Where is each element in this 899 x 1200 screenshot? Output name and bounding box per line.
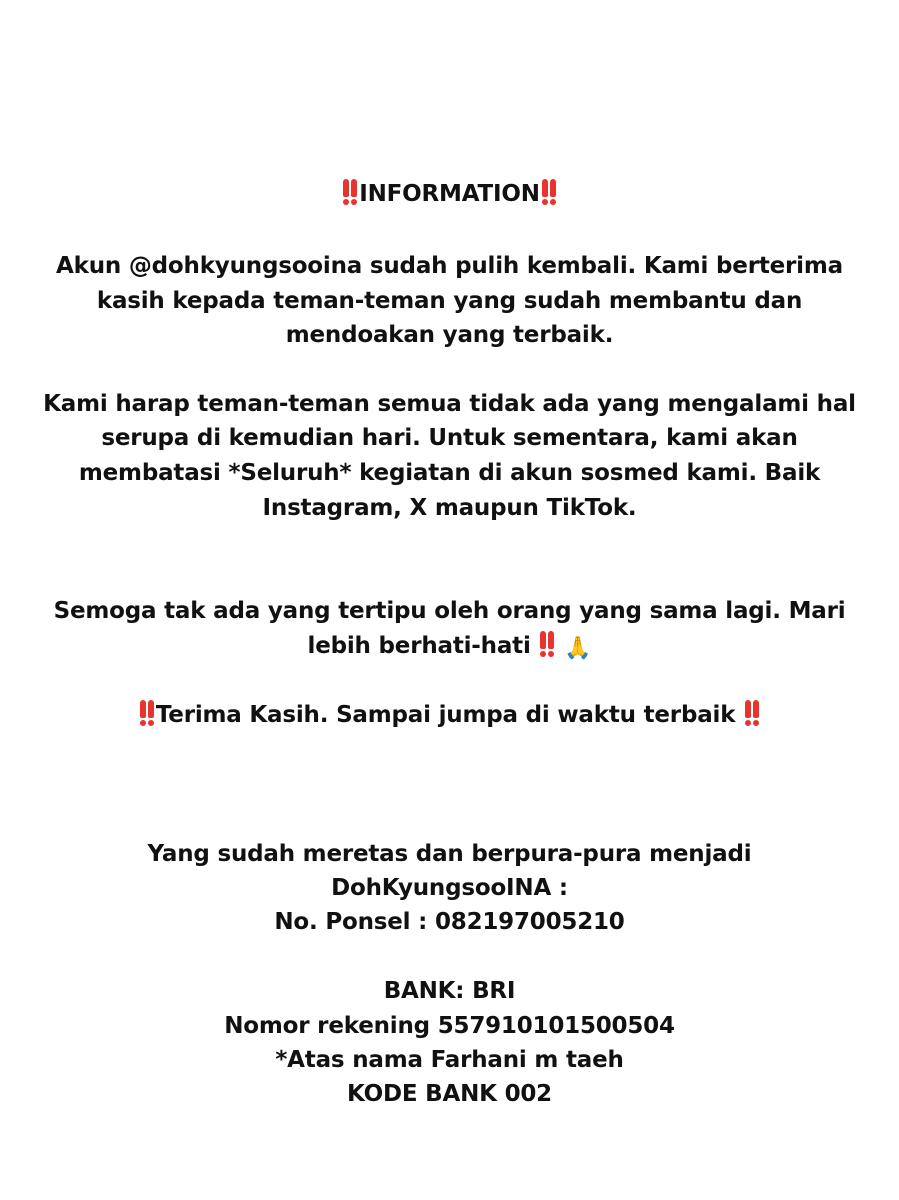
title-text: INFORMATION: [359, 181, 540, 207]
double-exclamation-icon: [540, 179, 558, 205]
paragraph1-line: kasih kepada teman-teman yang sudah membantu dan: [96, 288, 803, 314]
bank-line: BANK: BRI: [383, 978, 516, 1004]
closing-text: Terima Kasih. Sampai jumpa di waktu terbaik: [155, 702, 736, 728]
paragraph3-line: Semoga tak ada yang tertipu oleh orang yang sama lagi. Mari: [53, 598, 846, 624]
scammer-line: DohKyungsooINA :: [331, 875, 568, 901]
paragraph2-line: Instagram, X maupun TikTok.: [262, 495, 637, 521]
announcement-title: [0, 179, 899, 209]
double-exclamation-icon: [538, 631, 556, 657]
paragraph2-line: serupa di kemudian hari. Untuk sementara, kami akan: [101, 425, 798, 451]
paragraph1-line: Akun @dohkyungsooina sudah pulih kembali. Kami berterima: [56, 253, 843, 279]
paragraph1-line: mendoakan yang terbaik.: [285, 322, 614, 348]
double-exclamation-icon: [743, 700, 761, 726]
closing-line: [0, 700, 899, 730]
phone-number-line: No. Ponsel : 082197005210: [274, 909, 625, 935]
paragraph3-last-line: [0, 631, 899, 664]
scammer-line: Yang sudah meretas dan berpura-pura menjadi: [147, 841, 752, 867]
folded-hands-icon: 🙏: [564, 636, 592, 661]
double-exclamation-icon: [341, 179, 359, 205]
paragraph3-text: lebih berhati-hati: [307, 633, 531, 659]
paragraph2-line: Kami harap teman-teman semua tidak ada yang mengalami hal: [43, 391, 856, 417]
double-exclamation-icon: [138, 700, 156, 726]
bank-code-line: KODE BANK 002: [347, 1081, 552, 1107]
account-name-line: *Atas nama Farhani m taeh: [275, 1047, 624, 1073]
account-number-line: Nomor rekening 557910101500504: [224, 1013, 675, 1039]
paragraph2-line: membatasi *Seluruh* kegiatan di akun sosmed kami. Baik: [78, 460, 821, 486]
